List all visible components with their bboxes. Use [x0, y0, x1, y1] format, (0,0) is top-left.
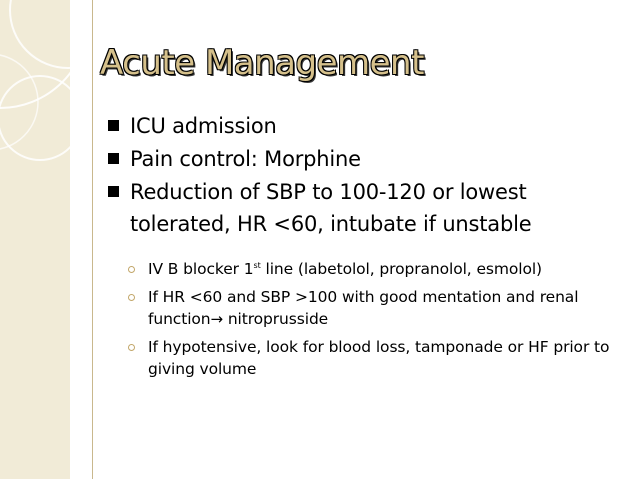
- bullet-text: ICU admission: [130, 114, 277, 138]
- sub-bullet-list: [128, 258, 618, 386]
- slide-title: [100, 43, 424, 83]
- bullet-item: [108, 143, 598, 175]
- sub-bullet-text: If hypotensive, look for blood loss, tamponade or HF prior to giving volume: [148, 338, 610, 378]
- bullet-list: [108, 110, 598, 241]
- ring-bullet-icon: [128, 344, 135, 351]
- sub-bullet-text-part1: IV B blocker 1: [148, 260, 254, 278]
- bullet-item: [108, 176, 598, 240]
- square-bullet-icon: [108, 120, 119, 131]
- square-bullet-icon: [108, 153, 119, 164]
- superscript: st: [253, 260, 261, 270]
- sub-bullet-item: [128, 286, 618, 330]
- sub-bullet-text-part2: nitroprusside: [223, 310, 329, 328]
- sub-bullet-item: [128, 336, 618, 380]
- bullet-text: Reduction of SBP to 100-120 or lowest tolerated, HR <60, intubate if unstable: [130, 180, 532, 236]
- bullet-item: [108, 110, 598, 142]
- bullet-text: Pain control: Morphine: [130, 147, 361, 171]
- ring-bullet-icon: [128, 294, 135, 301]
- sub-bullet-text-part2: line (labetolol, propranolol, esmolol): [260, 260, 542, 278]
- slide-title-text: Acute Management: [100, 43, 424, 83]
- ring-bullet-icon: [128, 266, 135, 273]
- right-arrow-icon: →: [210, 310, 223, 328]
- sub-bullet-item: [128, 258, 618, 280]
- square-bullet-icon: [108, 186, 119, 197]
- sub-bullet-text-part1: If HR <60 and SBP >100 with good mentation and renal function: [148, 288, 579, 328]
- vertical-divider: [92, 0, 93, 479]
